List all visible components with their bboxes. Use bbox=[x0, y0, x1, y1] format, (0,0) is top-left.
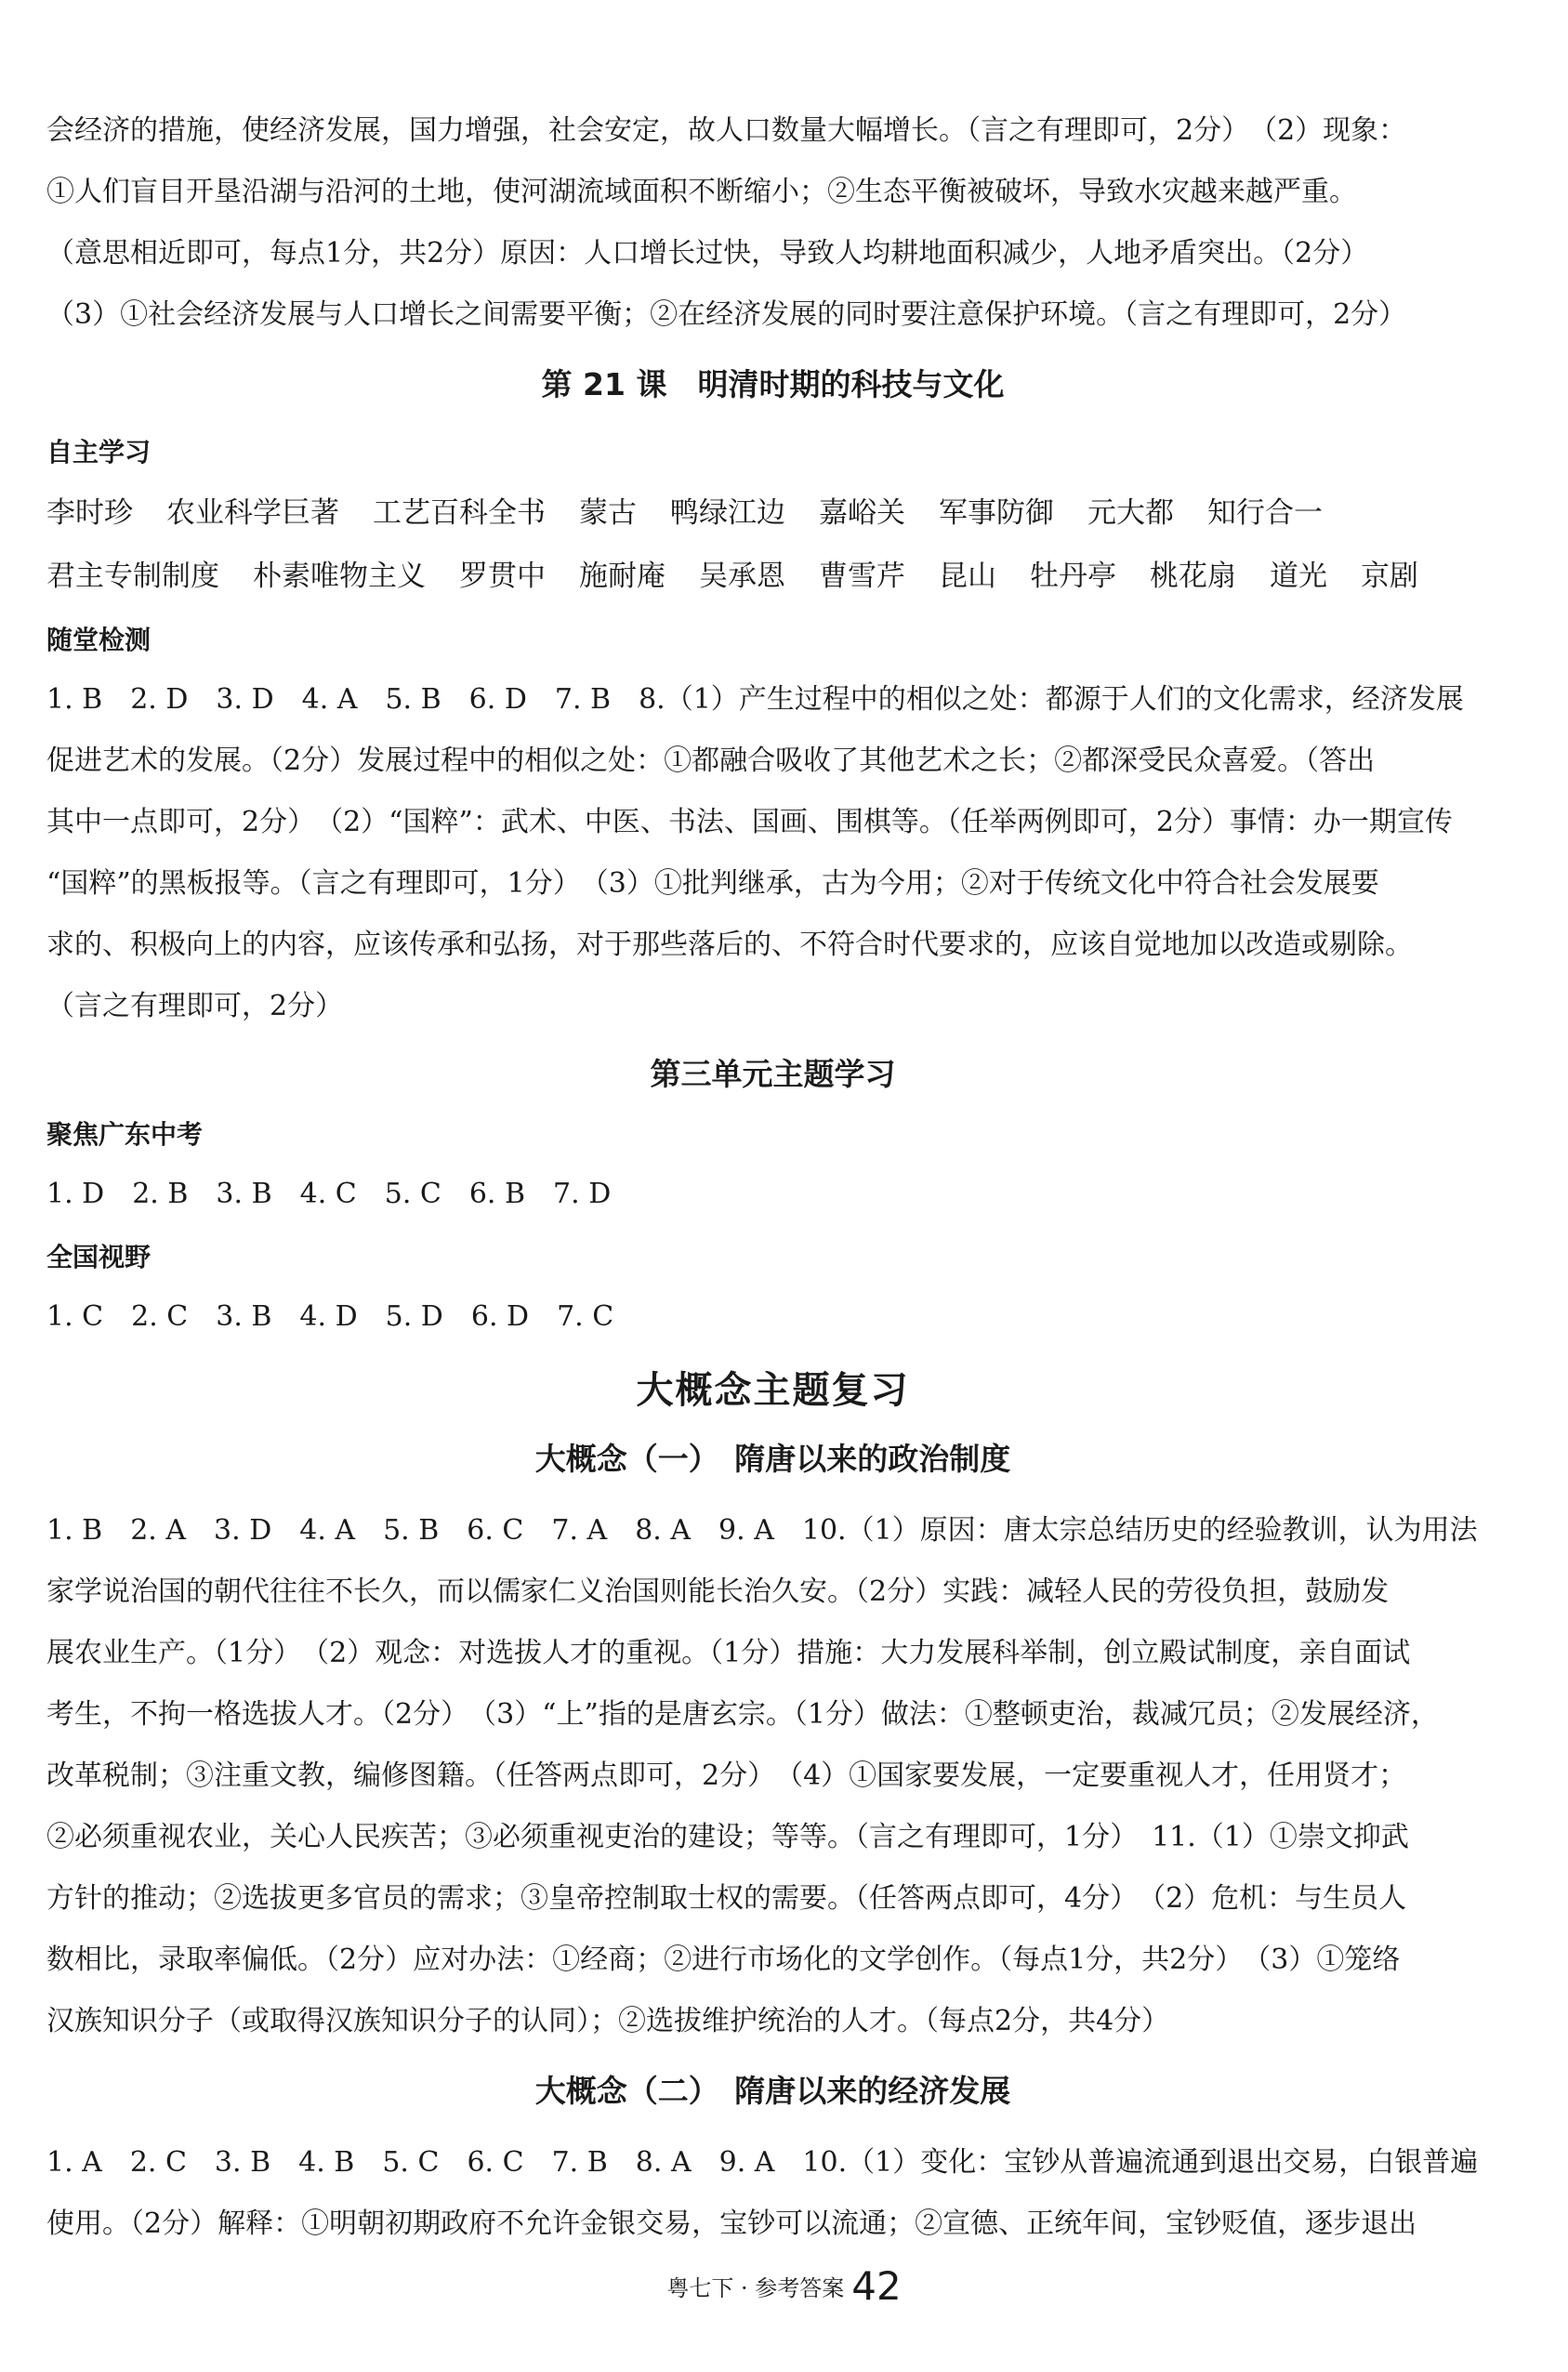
text-line: 展农业生产。（1分） （2）观念：对选拔人才的重视。（1分）措施：大力发展科举制，创立殿试制度，亲自面试 bbox=[46, 1637, 1411, 1669]
text-line: ②必须重视农业，关心人民疾苦；③必须重视吏治的建设；等等。（言之有理即可，1分） 11.（1）①崇文抑武 bbox=[46, 1821, 1409, 1853]
big-concept-title: 大概念主题复习 bbox=[636, 1369, 910, 1412]
self-study-terms bbox=[46, 481, 1499, 608]
text-line: 1. B 2. A 3. D 4. A 5. B 6. C 7. A 8. A 9. A 10.（1）原因：唐太宗总结历史的经验教训，认为用法 bbox=[46, 1514, 1478, 1547]
unit-3-title: 第三单元主题学习 bbox=[650, 1056, 896, 1092]
text-line: 家学说治国的朝代往往不长久，而以儒家仁义治国则能长治久安。（2分）实践：减轻人民的劳役负担，鼓励发 bbox=[46, 1575, 1390, 1608]
text-line: 改革税制；③注重文教，编修图籍。（任答两点即可，2分） （4）①国家要发展，一定要重视人才，任用贤才； bbox=[46, 1759, 1407, 1792]
term: 道光 bbox=[1270, 560, 1327, 593]
text-line: “国粹”的黑板报等。（言之有理即可，1分） （3）①批判继承，古为今用；②对于传统文化中符合社会发展要 bbox=[46, 867, 1379, 900]
big-concept-2-title: 大概念（二） 隋唐以来的经济发展 bbox=[534, 2073, 1011, 2109]
term: 施耐庵 bbox=[579, 560, 665, 593]
term: 蒙古 bbox=[579, 496, 637, 530]
text-line: 促进艺术的发展。（2分）发展过程中的相似之处：①都融合吸收了其他艺术之长；②都深受民众喜爱。（答出 bbox=[46, 745, 1376, 777]
term: 吴承恩 bbox=[699, 560, 785, 593]
quiz-answers bbox=[46, 669, 1499, 1037]
term: 军事防御 bbox=[939, 496, 1054, 530]
page-footer bbox=[0, 2259, 1568, 2316]
text-line: 求的、积极向上的内容，应该传承和弘扬，对于那些落后的、不符合时代要求的，应该自觉地加以改造或剔除。 bbox=[46, 929, 1413, 961]
term: 朴素唯物主义 bbox=[253, 560, 426, 593]
text-line: （意思相近即可，每点1分，共2分）原因：人口增长过快，导致人均耕地面积减少，人地矛盾突出。（2分） bbox=[46, 237, 1369, 270]
text-line: 其中一点即可，2分） （2）“国粹”：武术、中医、书法、国画、围棋等。（任举两例即可，2分）事情：办一期宣传 bbox=[46, 806, 1453, 838]
term: 知行合一 bbox=[1207, 496, 1323, 530]
text-line: 考生，不拘一格选拔人才。（2分） （3）“上”指的是唐玄宗。（1分）做法：①整顿吏治，裁减冗员；②发展经济， bbox=[46, 1698, 1439, 1731]
text-line: （言之有理即可，2分） bbox=[46, 990, 344, 1022]
term: 元大都 bbox=[1087, 496, 1174, 530]
intro-paragraph bbox=[46, 100, 1499, 346]
text-line: 汉族知识分子（或取得汉族知识分子的认同）；②选拔维护统治的人才。（每点2分，共4分） bbox=[46, 2005, 1170, 2037]
text-line: 使用。（2分）解释：①明朝初期政府不允许金银交易，宝钞可以流通；②宣德、正统年间，宝钞贬值，逐步退出 bbox=[46, 2207, 1417, 2240]
quiz-heading: 随堂检测 bbox=[46, 625, 152, 655]
term: 桃花扇 bbox=[1150, 560, 1236, 593]
term: 昆山 bbox=[939, 560, 996, 593]
big-concept-2-answers bbox=[46, 2132, 1499, 2255]
text-line: 会经济的措施，使经济发展，国力增强，社会安定，故人口数量大幅增长。（言之有理即可，2分） （2）现象： bbox=[46, 114, 1407, 147]
lesson-21-title: 第 21 课 明清时期的科技与文化 bbox=[541, 366, 1005, 402]
big-concept-1-title: 大概念（一） 隋唐以来的政治制度 bbox=[534, 1441, 1011, 1477]
term: 嘉峪关 bbox=[819, 496, 905, 530]
national-heading: 全国视野 bbox=[46, 1242, 152, 1272]
term: 工艺百科全书 bbox=[373, 496, 546, 530]
big-concept-1-answers bbox=[46, 1500, 1499, 2052]
text-line: ①人们盲目开垦沿湖与沿河的土地，使河湖流域面积不断缩小；②生态平衡被破坏，导致水灾越来越严重。 bbox=[46, 176, 1357, 208]
text-line: （3）①社会经济发展与人口增长之间需要平衡；②在经济发展的同时要注意保护环境。（言之有理即可，2分） bbox=[46, 298, 1407, 331]
term: 牡丹亭 bbox=[1030, 560, 1116, 593]
term: 罗贯中 bbox=[459, 560, 546, 593]
term: 李时珍 bbox=[46, 496, 133, 530]
national-answers: 1. C 2. C 3. B 4. D 5. D 6. D 7. C bbox=[46, 1300, 614, 1333]
term: 君主专制制度 bbox=[46, 560, 219, 593]
text-line: 1. A 2. C 3. B 4. B 5. C 6. C 7. B 8. A 9. A 10.（1）变化：宝钞从普遍流通到退出交易，白银普遍 bbox=[46, 2146, 1479, 2179]
footer-label: 粤七下 · 参考答案 bbox=[666, 2275, 845, 2301]
self-study-heading: 自主学习 bbox=[46, 437, 152, 468]
page-number: 42 bbox=[851, 2263, 902, 2309]
term: 曹雪芹 bbox=[819, 560, 905, 593]
guangdong-answers: 1. D 2. B 3. B 4. C 5. C 6. B 7. D bbox=[46, 1178, 612, 1210]
term: 鸭绿江边 bbox=[670, 496, 785, 530]
term: 京剧 bbox=[1361, 560, 1418, 593]
text-line: 方针的推动；②选拔更多官员的需求；③皇帝控制取士权的需要。（任答两点即可，4分） （2）危机：与生员人 bbox=[46, 1882, 1407, 1915]
guangdong-heading: 聚焦广东中考 bbox=[46, 1119, 204, 1150]
text-line: 数相比，录取率偏低。（2分）应对办法：①经商；②进行市场化的文学创作。（每点1分，共2分） （3）①笼络 bbox=[46, 1944, 1401, 1976]
text-line: 1. B 2. D 3. D 4. A 5. B 6. D 7. B 8.（1）产生过程中的相似之处：都源于人们的文化需求，经济发展 bbox=[46, 683, 1464, 716]
term: 农业科学巨著 bbox=[166, 496, 339, 530]
